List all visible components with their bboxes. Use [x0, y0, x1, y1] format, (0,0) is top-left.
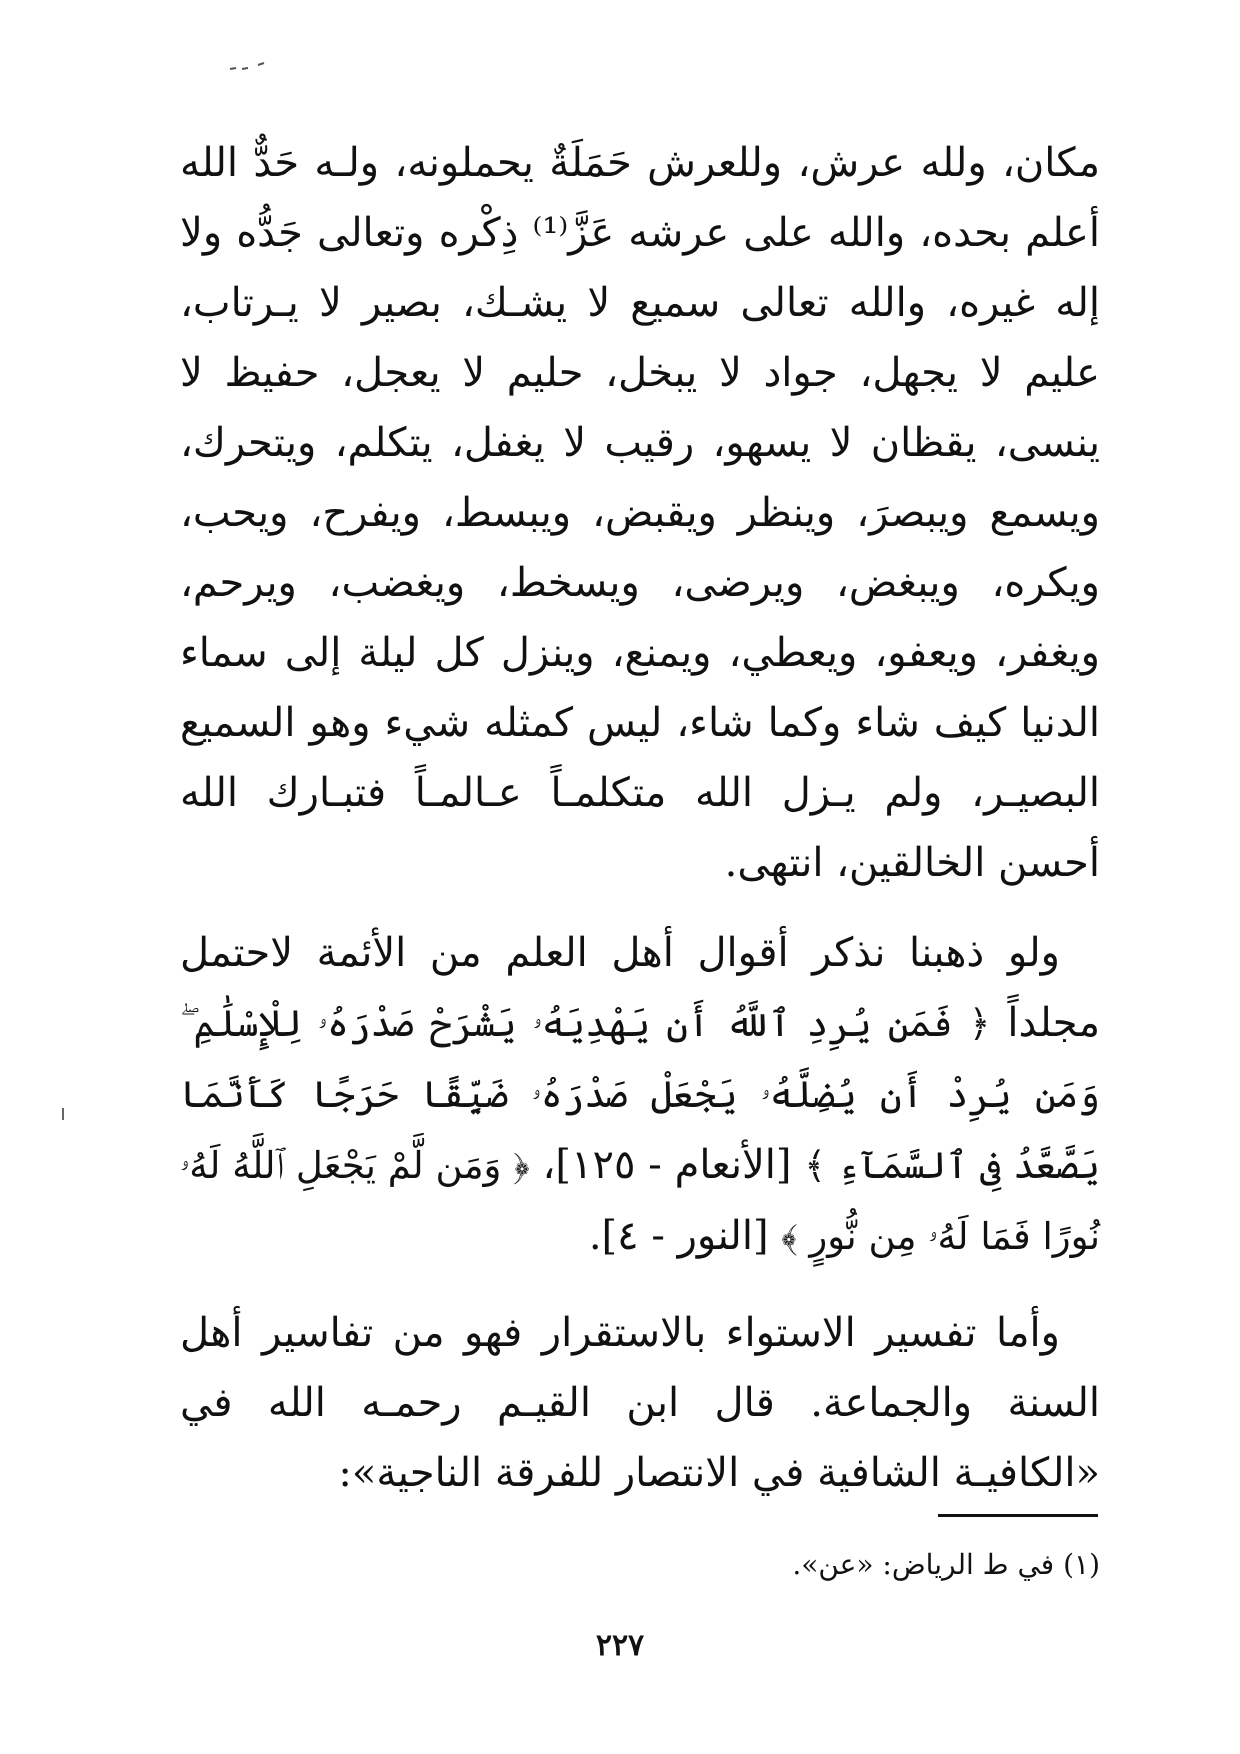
scan-margin-tick	[62, 1108, 64, 1120]
page-number: ٢٢٧	[595, 1628, 645, 1663]
verse-reference-nur: [النور - ٤].	[588, 1213, 769, 1259]
quran-verse-nur: ﴿ وَمَن لَّمْ يَجْعَلِ ٱللَّهُ لَهُۥ نُورًا فَمَا لَهُۥ مِن نُّورٍ ﴾	[180, 1144, 1100, 1258]
paragraph-1: مكان، ولله عرش، وللعرش حَمَلَةٌ يحملونه، ولـه حَدٌّ الله أعلم بحده، والله على عرشه عَزَّ⁽¹⁾ ذِكْره وتعالى جَدُّه ولا إله غيره، والله تعالى سميع لا يشـك، بصير لا يـرتاب، عليم لا يجهل، جواد لا يبخل، حليم لا يعجل، حفيظ لا ينسى، يقظان لا يسهو، رقيب لا يغفل، يتكلم، ويتحرك، ويسمع ويبصرَ، وينظر ويقبض، ويبسط، ويفرح، ويحب، ويكره، ويبغض، ويرضى، ويسخط، ويغضب، ويرحم، ويغفر، ويعفو، ويعطي، ويمنع، وينزل كل ليلة إلى سماء الدنيا كيف شاء وكما شاء، ليس كمثله شيء وهو السميع البصيـر، ولم يـزل الله متكلمـاً عـالمـاً فتبـارك الله أحسن الخالقين، انتهى.	[180, 140, 1100, 886]
quran-verse-anam: ﴿ فَمَن يُرِدِ ٱللَّهُ أَن يَهْدِيَهُۥ يَشْرَحْ صَدْرَهُۥ لِلْإِسْلَٰمِ ۖ وَمَن يُرِدْ أَن يُضِلَّهُۥ يَجْعَلْ صَدْرَهُۥ ضَيِّقًا حَرَجًا كَأَنَّمَا يَصَّعَّدُ فِى ٱلسَّمَآءِ ﴾	[180, 1002, 1101, 1187]
verse-reference-anam: [الأنعام - ١٢٥]،	[542, 1142, 792, 1188]
paragraph-2-intro: ولو ذهبنا نذكر أقوال أهل العلم من الأئمة لاحتمل مجلداً	[180, 930, 1101, 1046]
footnote-divider	[938, 1514, 1098, 1517]
main-text-block	[180, 128, 1100, 1508]
paragraph-3: وأما تفسير الاستواء بالاستقرار فهو من تفاسير أهل السنة والجماعة. قال ابن القيـم رحمـه الله في «الكافيـة الشافية في الانتصار للفرقة الناجية»:	[180, 1310, 1100, 1496]
scan-speck-mark	[228, 60, 274, 74]
footnote: (١) في ط الرياض: «عن».	[792, 1548, 1100, 1581]
paragraph-2	[180, 918, 1100, 1272]
